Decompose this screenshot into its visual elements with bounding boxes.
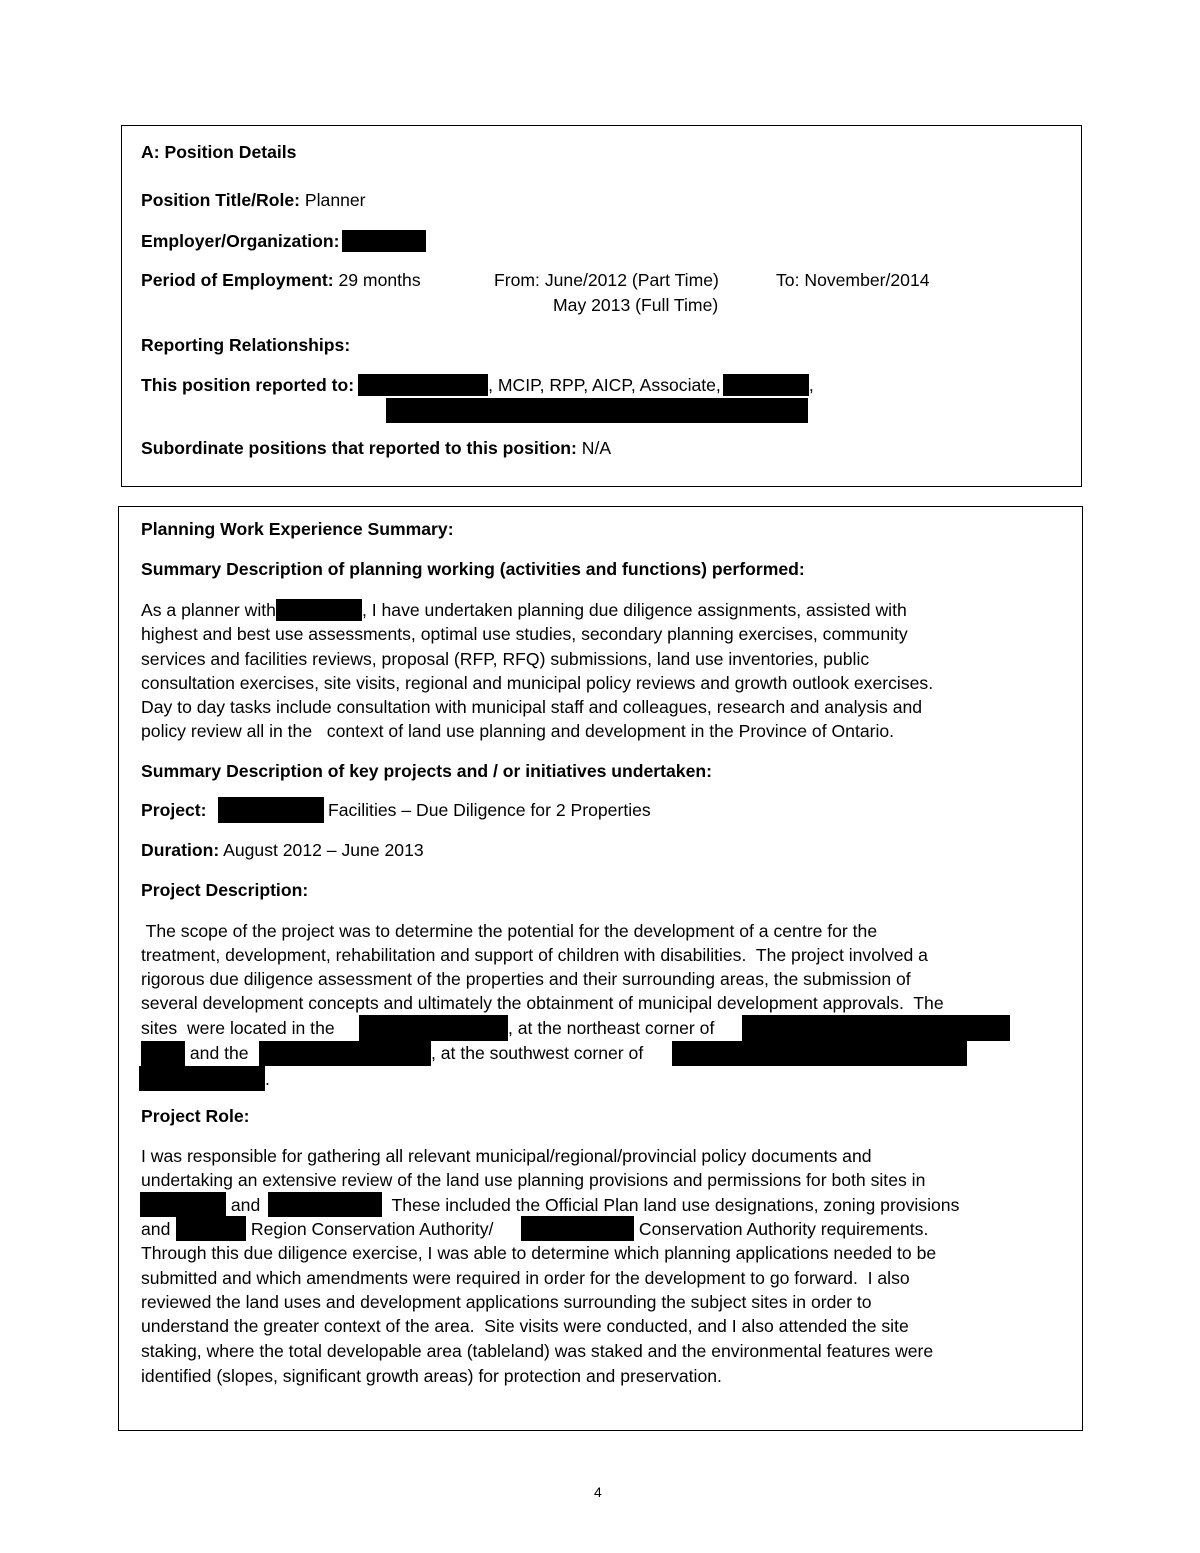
position-title-line: Position Title/Role: Planner [141,190,366,210]
role-heading: Project Role: [141,1106,250,1126]
redaction-block [342,230,426,252]
summary-line: Day to day tasks include consultation with municipal staff and colleagues, research and analysis and [141,697,923,717]
description-line: several development concepts and ultimately the obtainment of municipal development approvals. The [141,993,944,1013]
redaction-block [259,1041,431,1066]
description-line: rigorous due diligence assessment of the properties and their surrounding areas, the submission of [141,969,911,989]
role-line: Through this due diligence exercise, I was able to determine which planning applications needed to be [141,1243,937,1263]
redaction-block [672,1041,967,1066]
redaction-block [268,1192,382,1217]
employer-line: Employer/Organization: [141,230,426,252]
redaction-block [386,398,808,423]
period-to: To: November/2014 [776,270,930,290]
reported-to-line: This position reported to: , MCIP, RPP, AICP, Associate, , [141,375,814,395]
project-value: Facilities – Due Diligence for 2 Properties [328,800,651,820]
description-line: and the [185,1043,249,1063]
role-line: and [226,1195,261,1215]
role-line: understand the greater context of the area. Site visits were conducted, and I also attended the site [141,1316,909,1336]
redaction-block [140,1192,226,1217]
role-line: submitted and which amendments were required in order for the development to go forward. I also [141,1268,910,1288]
redaction-block [276,599,362,621]
role-line: I was responsible for gathering all relevant municipal/regional/provincial policy documents and [141,1146,872,1166]
summary-line: policy review all in the context of land use planning and development in the Province of Ontario. [141,721,895,741]
summary-line: As a planner with , I have undertaken planning due diligence assignments, assisted with [141,600,907,620]
role-line: Region Conservation Authority/ [246,1219,494,1239]
role-line: Conservation Authority requirements. [634,1219,929,1239]
redaction-block [218,797,324,823]
redaction-block [141,1041,185,1066]
summary-heading: Summary Description of planning working (activities and functions) performed: [141,559,805,579]
role-line: identified (slopes, significant growth areas) for protection and preservation. [141,1366,722,1386]
role-line: and [141,1219,171,1239]
period-from-second: May 2013 (Full Time) [553,295,719,315]
period-from: From: June/2012 (Part Time) [494,270,719,290]
summary-line: consultation exercises, site visits, regional and municipal policy reviews and growth outlook exercises. [141,673,934,693]
summary-line: services and facilities reviews, proposal (RFP, RFQ) submissions, land use inventories, public [141,649,870,669]
description-line: , at the northeast corner of [508,1018,715,1038]
experience-heading: Planning Work Experience Summary: [141,519,454,539]
reporting-heading: Reporting Relationships: [141,335,351,355]
role-line: undertaking an extensive review of the land use planning provisions and permissions for both sites in [141,1170,926,1190]
redaction-block [139,1066,265,1091]
description-line: sites were located in the [141,1018,335,1038]
redaction-block [521,1216,634,1241]
redaction-block [359,1015,508,1041]
role-line: staking, where the total developable area (tableland) was staked and the environmental features were [141,1341,934,1361]
description-line: . [265,1069,270,1089]
description-line: treatment, development, rehabilitation and support of children with disabilities. The project involved a [141,945,928,965]
role-line: These included the Official Plan land use designations, zoning provisions [382,1195,960,1215]
role-line: reviewed the land uses and development applications surrounding the subject sites in order to [141,1292,872,1312]
project-line: Project: [141,800,207,820]
redaction-block [723,374,809,396]
redaction-block [176,1216,246,1241]
description-line: The scope of the project was to determine the potential for the development of a centre for the [141,921,878,941]
description-heading: Project Description: [141,880,309,900]
period-line: Period of Employment: 29 months [141,270,421,290]
subordinate-line: Subordinate positions that reported to this position: N/A [141,438,612,458]
description-line: , at the southwest corner of [431,1043,644,1063]
projects-heading: Summary Description of key projects and / or initiatives undertaken: [141,761,712,781]
redaction-block [358,374,488,396]
summary-line: highest and best use assessments, optimal use studies, secondary planning exercises, community [141,624,908,644]
position-details-heading: A: Position Details [141,142,297,162]
redaction-block [742,1015,1010,1041]
page-number: 4 [594,1484,602,1500]
duration-line: Duration: August 2012 – June 2013 [141,840,424,860]
